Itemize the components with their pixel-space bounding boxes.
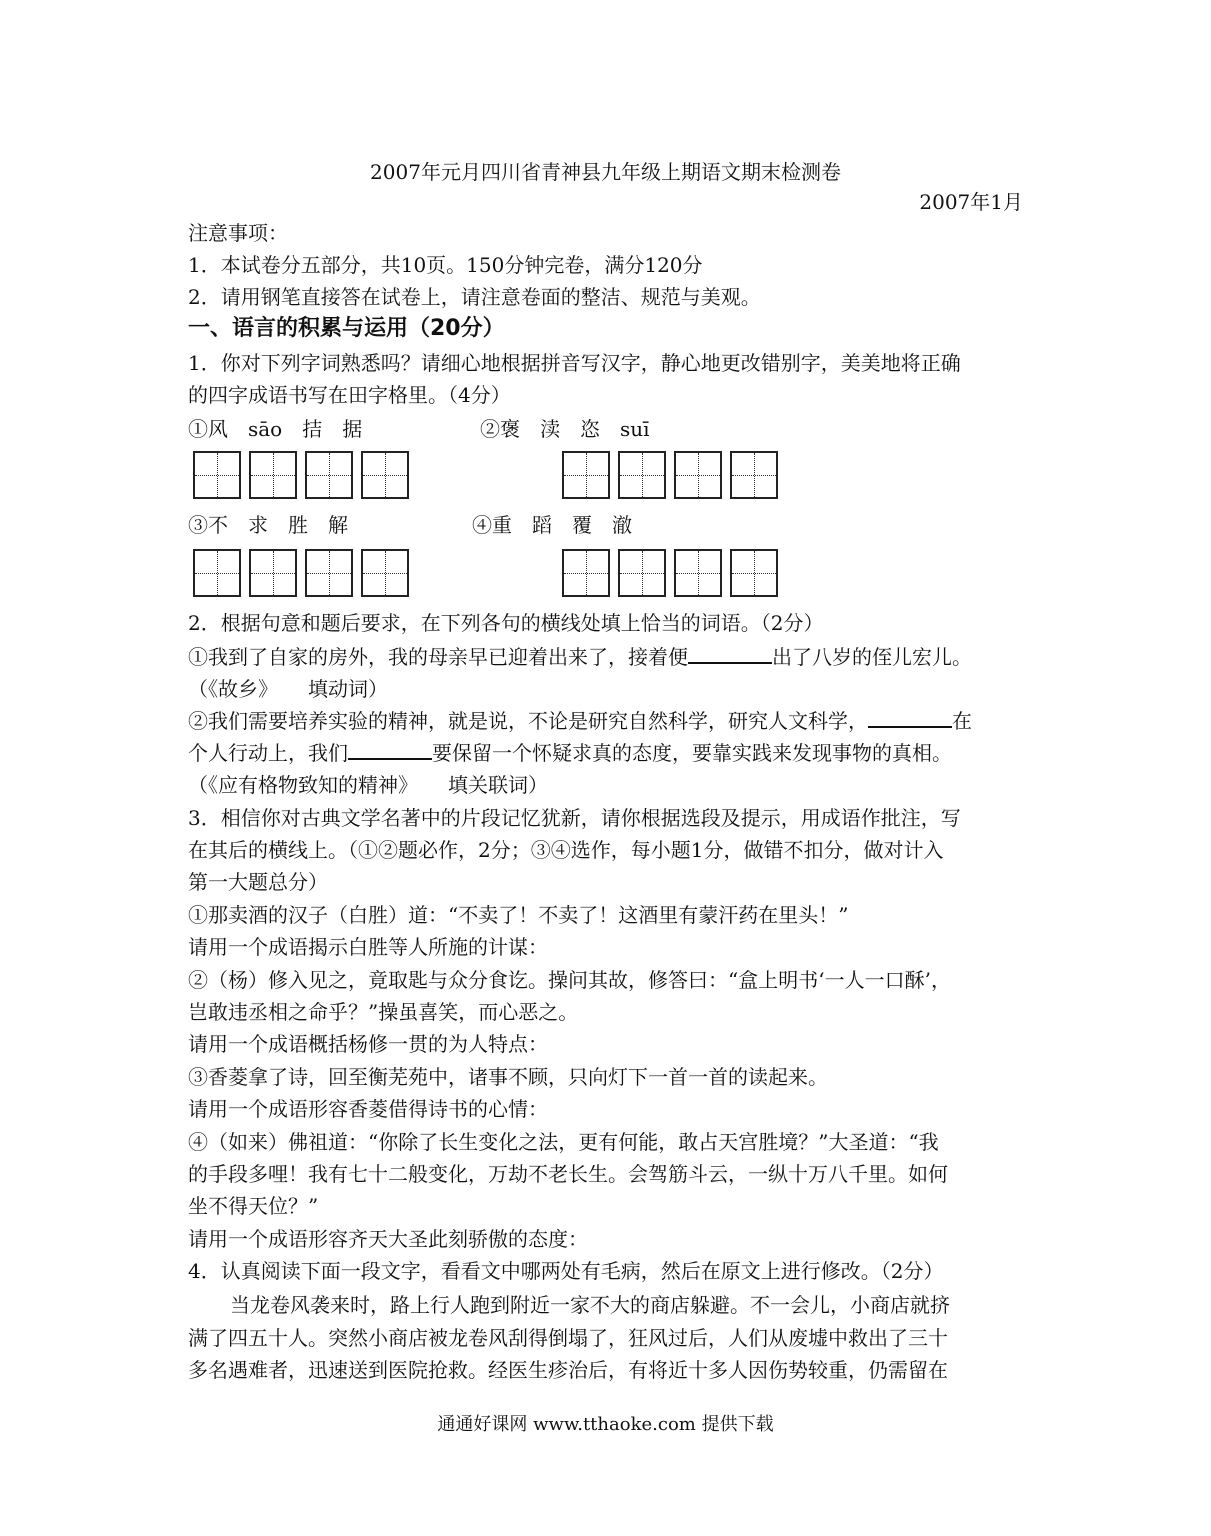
q1-word-3: ③不 求 胜 解 [188, 513, 348, 537]
q3-passage-4a: ④（如来）佛祖道：“你除了长生变化之法，更有何能，敢占天宫胜境？”大圣道：“我 [188, 1130, 939, 1154]
tianzi-cell[interactable] [249, 549, 297, 597]
q3-passage-3: ③香菱拿了诗，回至衡芜苑中，诸事不顾，只向灯下一首一首的读起来。 [188, 1065, 828, 1089]
answer-blank[interactable] [348, 740, 432, 760]
answer-blank[interactable] [688, 644, 772, 664]
exam-title: 2007年元月四川省青神县九年级上期语文期末检测卷 [370, 160, 841, 184]
q2-sentence-2 [188, 708, 972, 734]
q2-s2-text-d: 要保留一个怀疑求真的态度，要靠实践来发现事物的真相。 [432, 741, 952, 765]
tianzi-cell[interactable] [674, 451, 722, 499]
q1-grid-1 [193, 451, 417, 499]
q2-s1-text-a: ①我到了自家的房外，我的母亲早已迎着出来了，接着便 [188, 645, 688, 669]
exam-date: 2007年1月 [919, 190, 1023, 214]
q2-sentence-1 [188, 644, 972, 670]
q2-s2-text-b: 在 [952, 709, 972, 733]
tianzi-cell[interactable] [618, 549, 666, 597]
notes-item-2: 2．请用钢笔直接答在试卷上，请注意卷面的整洁、规范与美观。 [188, 285, 761, 309]
q4-line-1: 4．认真阅读下面一段文字，看看文中哪两处有毛病，然后在原文上进行修改。（2分） [188, 1259, 944, 1283]
q3-line-3: 第一大题总分） [188, 870, 328, 894]
q1-word-4: ④重 蹈 覆 澈 [472, 513, 632, 537]
q2-s2-note: （《应有格物致知的精神》 填关联词） [188, 773, 548, 797]
q4-paragraph-1: 当龙卷风袭来时，路上行人跑到附近一家不大的商店躲避。不一会儿，小商店就挤 [230, 1293, 950, 1317]
q3-line-1: 3．相信你对古典文学名著中的片段记忆犹新，请你根据选段及提示，用成语作批注，写 [188, 806, 961, 830]
q3-passage-1: ①那卖酒的汉子（白胜）道：“不卖了！不卖了！这酒里有蒙汗药在里头！” [188, 903, 849, 927]
tianzi-cell[interactable] [193, 549, 241, 597]
tianzi-cell[interactable] [730, 451, 778, 499]
tianzi-cell[interactable] [562, 451, 610, 499]
q3-passage-4b: 的手段多哩！我有七十二般变化，万劫不老长生。会驾筋斗云，一纵十万八千里。如何 [188, 1162, 948, 1186]
q3-passage-4c: 坐不得天位？” [188, 1194, 319, 1218]
tianzi-cell[interactable] [193, 451, 241, 499]
q1-line-1: 1．你对下列字词熟悉吗？请细心地根据拼音写汉字，静心地更改错别字，美美地将正确 [188, 351, 961, 375]
answer-blank[interactable] [868, 708, 952, 728]
notes-heading: 注意事项： [188, 221, 288, 245]
tianzi-cell[interactable] [305, 451, 353, 499]
tianzi-cell[interactable] [249, 451, 297, 499]
q3-prompt-2: 请用一个成语概括杨修一贯的为人特点： [188, 1032, 548, 1056]
q1-grid-3 [193, 549, 417, 597]
q3-prompt-3: 请用一个成语形容香菱借得诗书的心情： [188, 1097, 548, 1121]
tianzi-cell[interactable] [618, 451, 666, 499]
q2-sentence-2-cont [188, 740, 952, 766]
tianzi-cell[interactable] [361, 451, 409, 499]
q3-prompt-4: 请用一个成语形容齐天大圣此刻骄傲的态度： [188, 1227, 588, 1251]
q3-line-2: 在其后的横线上。（①②题必作，2分；③④选作，每小题1分，做错不扣分，做对计入 [188, 838, 944, 862]
q3-passage-2a: ②（杨）修入见之，竟取匙与众分食讫。操问其故，修答曰：“盒上明书‘一人一口酥’， [188, 968, 951, 992]
tianzi-cell[interactable] [562, 549, 610, 597]
q2-line-1: 2．根据句意和题后要求，在下列各句的横线处填上恰当的词语。（2分） [188, 611, 824, 635]
q2-s1-text-b: 出了八岁的侄儿宏儿。 [772, 645, 972, 669]
q1-word-2: ②褒 渎 恣 suī [480, 417, 650, 441]
notes-item-1: 1．本试卷分五部分，共10页。150分钟完卷，满分120分 [188, 253, 703, 277]
q1-grid-4 [562, 549, 786, 597]
q3-prompt-1: 请用一个成语揭示白胜等人所施的计谋： [188, 935, 548, 959]
tianzi-cell[interactable] [361, 549, 409, 597]
section-1-heading: 一、语言的积累与运用（20分） [188, 316, 505, 341]
q4-paragraph-3: 多名遇难者，迅速送到医院抢救。经医生疹治后，有将近十多人因伤势较重，仍需留在 [188, 1358, 948, 1382]
q1-word-1: ①风 sāo 拮 据 [188, 417, 363, 441]
tianzi-cell[interactable] [730, 549, 778, 597]
q2-s1-note: （《故乡》 填动词） [188, 677, 388, 701]
q2-s2-text-c: 个人行动上，我们 [188, 741, 348, 765]
q2-s2-text-a: ②我们需要培养实验的精神，就是说，不论是研究自然科学，研究人文科学， [188, 709, 868, 733]
tianzi-cell[interactable] [674, 549, 722, 597]
page-footer: 通通好课网 www.tthaoke.com 提供下载 [437, 1414, 774, 1435]
q4-paragraph-2: 满了四五十人。突然小商店被龙卷风刮得倒塌了，狂风过后，人们从废墟中救出了三十 [188, 1326, 948, 1350]
q1-line-2: 的四字成语书写在田字格里。（4分） [188, 383, 511, 407]
q1-grid-2 [562, 451, 786, 499]
q3-passage-2b: 岂敢违丞相之命乎？”操虽喜笑，而心恶之。 [188, 1000, 579, 1024]
tianzi-cell[interactable] [305, 549, 353, 597]
